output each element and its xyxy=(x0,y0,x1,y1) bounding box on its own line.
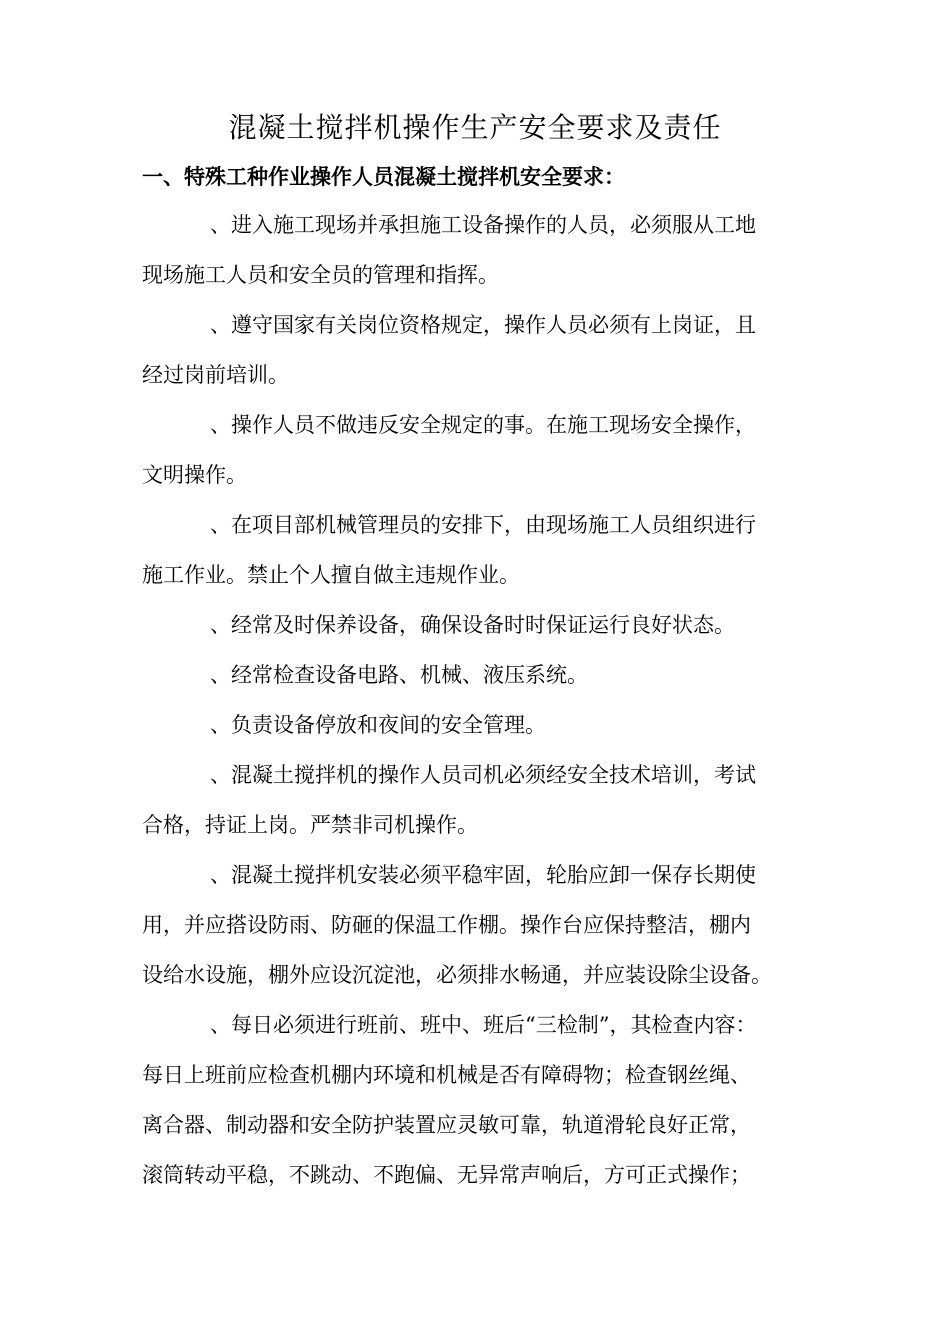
paragraph-line: 、在项目部机械管理员的安排下，由现场施工人员组织进行 xyxy=(210,513,756,537)
paragraph-line: 施工作业。禁止个人擅自做主违规作业。 xyxy=(142,563,520,587)
paragraph-line: 、混凝土搅拌机安装必须平稳牢固，轮胎应卸一保存长期使 xyxy=(210,863,756,887)
paragraph-line: 、经常检查设备电路、机械、液压系统。 xyxy=(210,663,588,687)
document-title: 混凝土搅拌机操作生产安全要求及责任 xyxy=(228,111,722,144)
paragraph-line: 、每日必须进行班前、班中、班后“三检制”，其检查内容： xyxy=(210,1013,757,1037)
paragraph-line: 、经常及时保养设备，确保设备时时保证运行良好状态。 xyxy=(210,613,735,637)
paragraph-line: 、遵守国家有关岗位资格规定，操作人员必须有上岗证，且 xyxy=(210,313,756,337)
paragraph-line: 、进入施工现场并承担施工设备操作的人员，必须服从工地 xyxy=(210,213,756,237)
paragraph-line: 文明操作。 xyxy=(142,463,247,487)
paragraph-line: 离合器、制动器和安全防护装置应灵敏可靠，轨道滑轮良好正常， xyxy=(142,1113,751,1137)
section-heading: 一、特殊工种作业操作人员混凝土搅拌机安全要求： xyxy=(142,165,625,189)
paragraph-line: 经过岗前培训。 xyxy=(142,363,289,387)
paragraph-line: 设给水设施，棚外应设沉淀池，必须排水畅通，并应装设除尘设备。 xyxy=(142,963,772,987)
paragraph-line: 合格，持证上岗。严禁非司机操作。 xyxy=(142,813,478,837)
paragraph-line: 现场施工人员和安全员的管理和指挥。 xyxy=(142,263,499,287)
paragraph-line: 、混凝土搅拌机的操作人员司机必须经安全技术培训，考试 xyxy=(210,763,756,787)
paragraph-line: 每日上班前应检查机棚内环境和机械是否有障碍物；检查钢丝绳、 xyxy=(142,1063,751,1087)
paragraph-line: 滚筒转动平稳，不跳动、不跑偏、无异常声响后，方可正式操作； xyxy=(142,1163,751,1187)
paragraph-line: 、负责设备停放和夜间的安全管理。 xyxy=(210,713,546,737)
paragraph-line: 、操作人员不做违反安全规定的事。在施工现场安全操作， xyxy=(210,413,756,437)
paragraph-line: 用，并应搭设防雨、防砸的保温工作棚。操作台应保持整洁，棚内 xyxy=(142,913,751,937)
